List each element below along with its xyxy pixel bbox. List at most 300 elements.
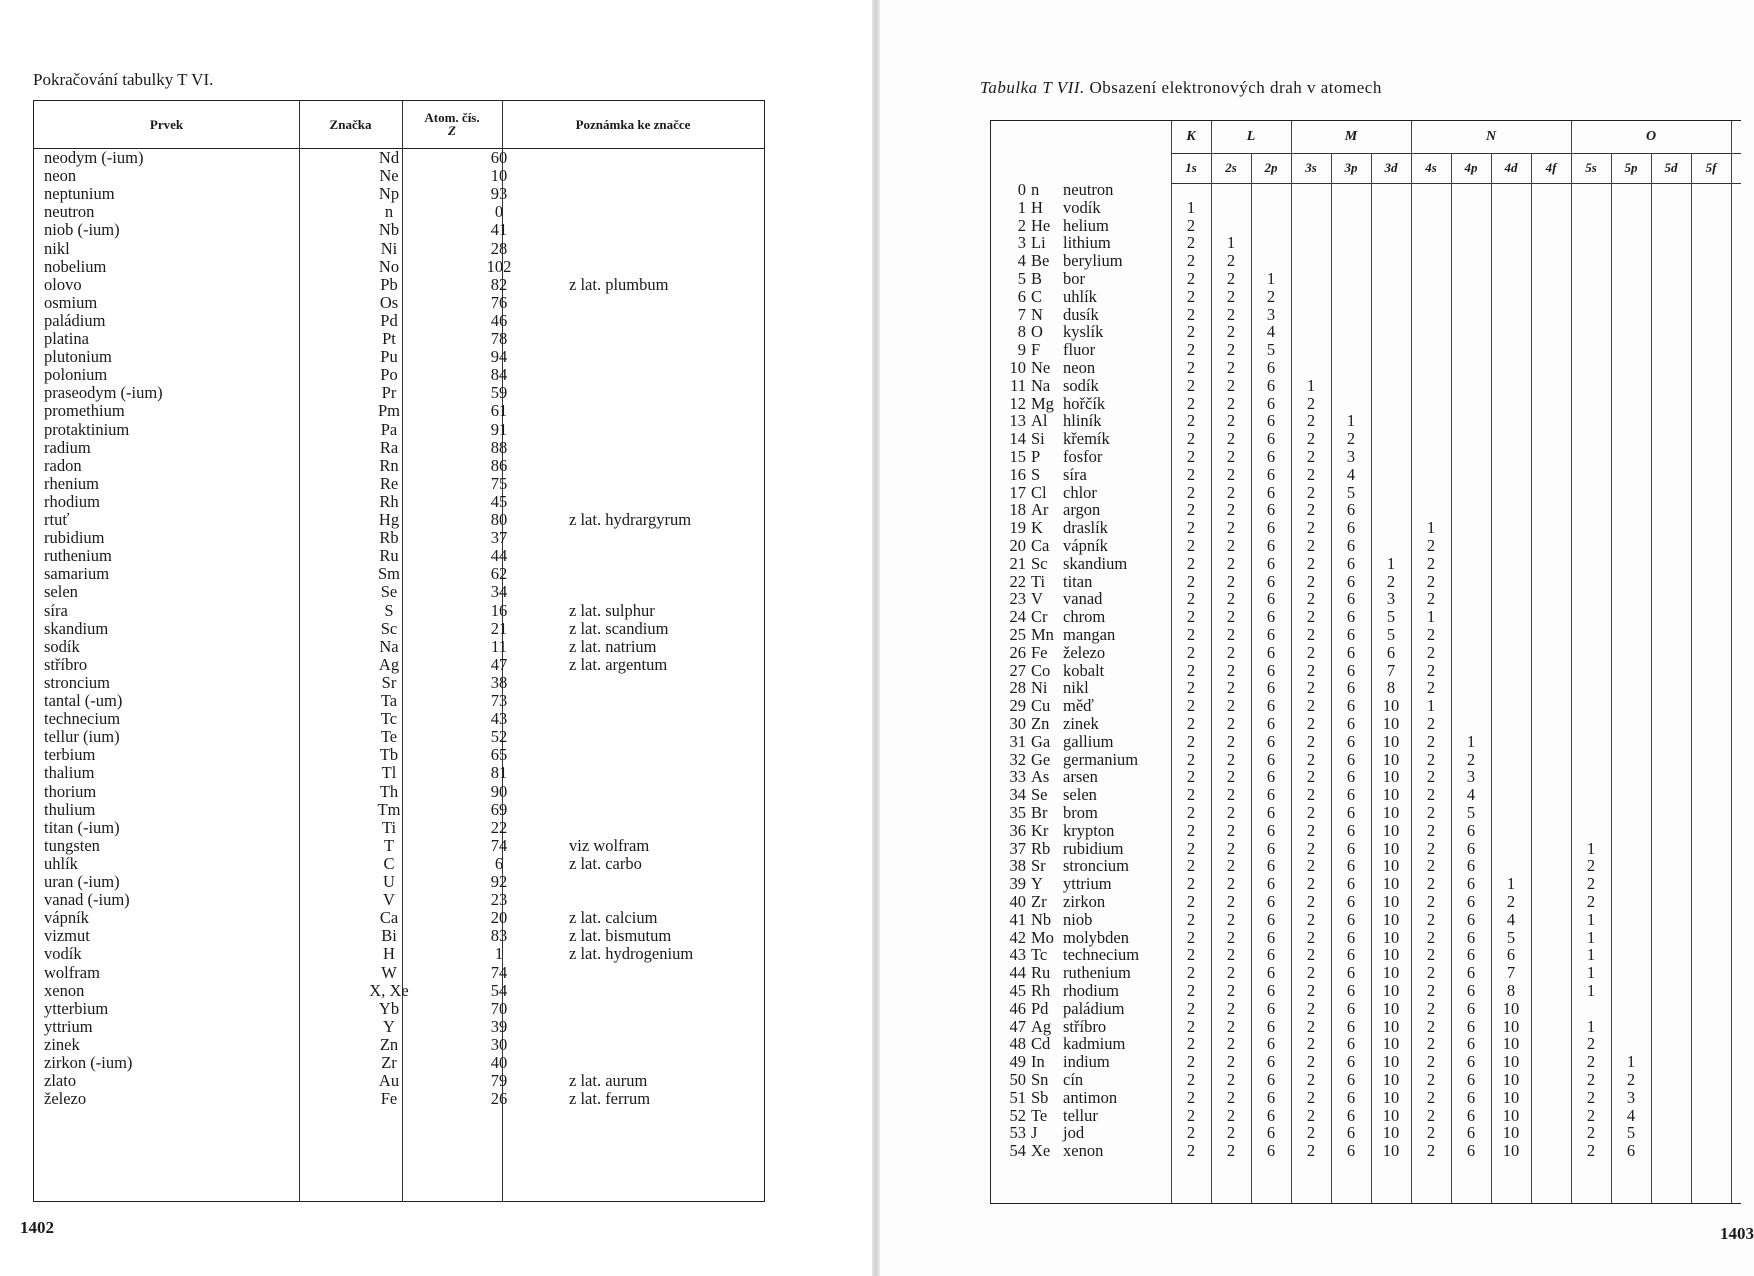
- table-row: [991, 946, 1741, 964]
- atomic-number: 31: [1009, 731, 1026, 751]
- atomic-number: 11: [1010, 375, 1026, 395]
- electron-count: 2: [1306, 998, 1316, 1018]
- electron-count: 2: [1186, 909, 1196, 929]
- element-symbol: S: [1031, 464, 1041, 484]
- electron-count: 6: [1266, 892, 1276, 911]
- electron-count: 2: [1306, 518, 1316, 538]
- electron-count: 1: [1586, 963, 1596, 983]
- atomic-number: 6: [1017, 286, 1026, 306]
- electron-count: 2: [1426, 945, 1436, 965]
- electron-count: 6: [1266, 909, 1276, 929]
- atomic-number: 37: [1009, 838, 1026, 858]
- atomic-number: 6: [494, 853, 504, 873]
- electron-count: 2: [1306, 500, 1316, 520]
- electron-count: 6: [1266, 375, 1276, 395]
- element-name: jod: [1063, 1123, 1085, 1143]
- atomic-number: 92: [490, 872, 508, 891]
- element-symbol: As: [1031, 767, 1050, 787]
- element-name: chlor: [1063, 482, 1097, 502]
- electron-count: 2: [1306, 963, 1316, 983]
- table-row: [34, 402, 764, 420]
- electron-count: 2: [1226, 464, 1236, 484]
- electron-count: 2: [1306, 874, 1316, 894]
- electron-count: 2: [1226, 927, 1236, 947]
- atomic-number: 15: [1009, 447, 1026, 466]
- electron-count: 6: [1466, 998, 1476, 1018]
- electron-count: 2: [1306, 625, 1316, 644]
- atomic-number: 36: [1009, 820, 1026, 840]
- electron-count: 10: [1382, 1141, 1400, 1161]
- electron-count: 2: [1586, 1070, 1596, 1089]
- table-row: [34, 1054, 764, 1072]
- electron-count: 2: [1226, 500, 1236, 520]
- electron-count: 2: [1306, 607, 1316, 627]
- atomic-number: 7: [1017, 304, 1026, 324]
- element-symbol: Nd: [378, 148, 400, 167]
- electron-count: 2: [1186, 233, 1196, 253]
- electron-count: 6: [1266, 678, 1276, 698]
- atomic-number: 30: [490, 1034, 508, 1054]
- element-name: stříbro: [1063, 1016, 1107, 1036]
- table-row: [34, 602, 764, 620]
- atomic-number: 90: [490, 781, 508, 801]
- atomic-number: 28: [1009, 678, 1026, 698]
- element-symbol: Se: [380, 582, 398, 602]
- subshell-header: 4d: [1504, 160, 1518, 175]
- table-row: [34, 1036, 764, 1054]
- table-row: [991, 751, 1741, 769]
- electron-count: 6: [1266, 500, 1276, 520]
- element-symbol: Zr: [1031, 892, 1047, 911]
- electron-count: 6: [1266, 589, 1276, 609]
- atomic-number: 54: [1009, 1141, 1026, 1161]
- element-name: praseodym (-ium): [44, 383, 163, 403]
- electron-count: 2: [1226, 1123, 1236, 1143]
- electron-count: 2: [1186, 607, 1196, 627]
- electron-count: 2: [1306, 731, 1316, 751]
- table-row: [991, 537, 1741, 555]
- table-row: [991, 1142, 1741, 1160]
- element-name: cín: [1063, 1070, 1084, 1089]
- element-name: technecium: [44, 709, 121, 729]
- atomic-number: 49: [1009, 1052, 1026, 1072]
- element-symbol: Pd: [380, 310, 398, 330]
- electron-count: 6: [1346, 749, 1356, 769]
- element-symbol: Na: [1031, 375, 1051, 395]
- atomic-number: 0: [1017, 180, 1026, 199]
- atomic-number: 29: [1009, 696, 1026, 716]
- right-page: [880, 0, 1754, 1276]
- electron-count: 10: [1382, 820, 1400, 840]
- element-name: stříbro: [44, 654, 88, 674]
- electron-count: 10: [1502, 1070, 1520, 1089]
- electron-shells-table: [990, 120, 1741, 1204]
- element-name: rtuť: [44, 510, 70, 529]
- element-name: síra: [1063, 464, 1087, 484]
- table-row: [34, 819, 764, 837]
- electron-count: 6: [1266, 820, 1276, 840]
- table-row: [991, 964, 1741, 982]
- table-row: [34, 457, 764, 475]
- electron-count: 6: [1266, 731, 1276, 751]
- electron-count: 2: [1226, 660, 1236, 680]
- electron-count: 2: [1226, 731, 1236, 751]
- element-symbol: Sb: [1031, 1087, 1049, 1107]
- left-page: [0, 0, 872, 1276]
- electron-count: 2: [1426, 874, 1436, 894]
- table-row: [991, 252, 1741, 270]
- electron-count: 6: [1346, 1087, 1356, 1107]
- element-name: neutron: [44, 202, 95, 222]
- table-row: [991, 875, 1741, 893]
- element-symbol: Co: [1031, 660, 1051, 680]
- table-row: [34, 801, 764, 819]
- electron-count: 2: [1226, 642, 1236, 662]
- subshell-header: 1s: [1185, 160, 1197, 175]
- electron-count: 2: [1186, 1087, 1196, 1107]
- electron-count: 2: [1186, 625, 1196, 644]
- electron-count: 2: [1226, 1034, 1236, 1054]
- electron-count: 6: [1346, 1034, 1356, 1054]
- element-name: fluor: [1063, 340, 1096, 360]
- electron-count: 2: [1186, 375, 1196, 395]
- electron-count: 6: [1346, 998, 1356, 1018]
- atomic-number: 73: [490, 691, 508, 710]
- electron-count: 6: [1346, 856, 1356, 876]
- electron-count: 6: [1266, 981, 1276, 1000]
- electron-count: 2: [1226, 625, 1236, 644]
- table-row: [34, 167, 764, 185]
- subshell-header: 2p: [1264, 160, 1278, 175]
- element-name: uhlík: [44, 853, 78, 873]
- electron-count: 3: [1266, 304, 1276, 324]
- element-symbol: Th: [379, 781, 399, 801]
- electron-count: 10: [1382, 927, 1400, 947]
- electron-count: 2: [1426, 1034, 1436, 1054]
- electron-count: 2: [1306, 447, 1316, 466]
- electron-count: 10: [1382, 963, 1400, 983]
- atomic-number: 34: [490, 582, 508, 602]
- atomic-number: 21: [1009, 553, 1026, 573]
- atomic-number: 22: [1009, 571, 1026, 591]
- electron-count: 2: [1226, 304, 1236, 324]
- electron-count: 2: [1306, 1141, 1316, 1161]
- atomic-number: 93: [490, 184, 508, 204]
- electron-count: 2: [1186, 482, 1196, 502]
- electron-count: 2: [1226, 518, 1236, 538]
- shell-header: N: [1485, 129, 1497, 144]
- atomic-number: 34: [1009, 785, 1026, 805]
- electron-count: 6: [1346, 553, 1356, 573]
- electron-count: 6: [1346, 874, 1356, 894]
- electron-count: 2: [1186, 874, 1196, 894]
- element-symbol: C: [383, 853, 395, 873]
- element-name: zlato: [44, 1071, 77, 1091]
- electron-count: 1: [1266, 269, 1276, 288]
- electron-count: 2: [1306, 749, 1316, 769]
- electron-count: 2: [1226, 269, 1236, 288]
- atomic-number: 82: [490, 274, 508, 294]
- element-symbol: Cl: [1031, 482, 1047, 502]
- electron-count: 2: [1186, 518, 1196, 538]
- atomic-number: 13: [1009, 411, 1026, 431]
- symbol-note: z lat. hydrogenium: [569, 944, 694, 964]
- electron-count: 2: [1186, 1123, 1196, 1143]
- electron-count: 2: [1186, 731, 1196, 751]
- table-row: [34, 221, 764, 239]
- table-row: [991, 822, 1741, 840]
- header-note: Poznámka ke značce: [575, 116, 691, 132]
- electron-count: 6: [1346, 500, 1356, 520]
- electron-count: 3: [1346, 447, 1356, 466]
- electron-count: 2: [1226, 714, 1236, 733]
- symbol-note: z lat. sulphur: [569, 600, 655, 620]
- electron-count: 2: [1186, 803, 1196, 822]
- electron-count: 6: [1346, 589, 1356, 609]
- atomic-number: 30: [1009, 714, 1026, 733]
- atomic-number: 38: [1009, 856, 1026, 876]
- element-symbol: Tl: [381, 763, 397, 783]
- electron-count: 10: [1382, 731, 1400, 751]
- table-row: [991, 181, 1741, 199]
- electron-count: 2: [1426, 625, 1436, 644]
- atomic-number: 20: [490, 908, 508, 928]
- element-name: polonium: [44, 365, 108, 385]
- atomic-number: 79: [490, 1071, 508, 1091]
- electron-count: 2: [1226, 909, 1236, 929]
- table-row: [34, 421, 764, 439]
- element-symbol: Ru: [379, 546, 399, 566]
- element-symbol: Cd: [1031, 1034, 1051, 1054]
- element-name: rhodium: [1063, 981, 1119, 1000]
- electron-count: 6: [1266, 1016, 1276, 1036]
- electron-count: 2: [1386, 571, 1396, 591]
- atomic-number: 46: [1009, 998, 1026, 1018]
- electron-count: 2: [1306, 767, 1316, 787]
- element-symbol: Al: [1031, 411, 1048, 431]
- electron-count: 10: [1502, 1105, 1520, 1125]
- element-name: skandium: [1063, 553, 1128, 573]
- element-symbol: Be: [1031, 251, 1050, 271]
- atomic-number: 22: [490, 817, 508, 837]
- element-name: platina: [44, 329, 89, 348]
- electron-count: 6: [1466, 1052, 1476, 1072]
- electron-count: 2: [1226, 767, 1236, 787]
- table-row: [991, 911, 1741, 929]
- element-name: osmium: [44, 292, 98, 312]
- electron-count: 2: [1226, 393, 1236, 413]
- element-symbol: Tb: [379, 745, 399, 765]
- element-name: vápník: [1063, 536, 1108, 555]
- atomic-number: 94: [490, 347, 508, 367]
- electron-count: 6: [1266, 1087, 1276, 1107]
- electron-count: 2: [1346, 429, 1356, 449]
- atomic-number: 17: [1009, 482, 1026, 502]
- electron-count: 2: [1226, 536, 1236, 555]
- electron-count: 1: [1426, 696, 1436, 716]
- atomic-number: 53: [1009, 1123, 1026, 1143]
- atomic-number: 47: [490, 654, 508, 674]
- electron-count: 2: [1306, 714, 1316, 733]
- electron-count: 6: [1346, 1141, 1356, 1161]
- atomic-number: 76: [490, 292, 508, 312]
- element-symbol: Sr: [1031, 856, 1046, 876]
- atomic-number: 16: [1009, 464, 1026, 484]
- electron-count: 4: [1506, 909, 1516, 929]
- electron-count: 2: [1426, 571, 1436, 591]
- element-name: stroncium: [44, 672, 110, 692]
- element-symbol: Ni: [1031, 678, 1048, 698]
- electron-count: 6: [1346, 785, 1356, 805]
- element-symbol: Rh: [1031, 981, 1051, 1000]
- subshell-header: 3p: [1344, 160, 1358, 175]
- element-symbol: Y: [1031, 874, 1043, 894]
- electron-count: 6: [1266, 998, 1276, 1018]
- electron-count: 10: [1382, 909, 1400, 929]
- electron-count: 2: [1226, 892, 1236, 911]
- element-symbol: Ca: [379, 908, 399, 928]
- table-row: [991, 733, 1741, 751]
- electron-count: 2: [1186, 856, 1196, 876]
- atomic-number: 86: [490, 455, 508, 475]
- element-name: ytterbium: [44, 998, 109, 1018]
- element-symbol: Bi: [381, 926, 397, 946]
- electron-count: 2: [1186, 1141, 1196, 1161]
- element-name: plutonium: [44, 347, 112, 367]
- atomic-number: 70: [490, 998, 508, 1018]
- electron-count: 2: [1186, 1070, 1196, 1089]
- element-name: kobalt: [1063, 660, 1105, 680]
- electron-count: 2: [1186, 464, 1196, 484]
- electron-count: 6: [1266, 429, 1276, 449]
- electron-count: 6: [1346, 963, 1356, 983]
- element-symbol: Tm: [377, 799, 401, 819]
- electron-count: 6: [1346, 625, 1356, 644]
- element-symbol: Tc: [380, 709, 398, 729]
- electron-count: 10: [1382, 838, 1400, 858]
- element-symbol: Zn: [1031, 714, 1050, 733]
- atomic-number: 59: [490, 383, 508, 403]
- electron-count: 6: [1466, 892, 1476, 911]
- atomic-number: 0: [494, 202, 504, 222]
- table-row: [991, 893, 1741, 911]
- electron-count: 5: [1346, 482, 1356, 502]
- electron-count: 6: [1266, 358, 1276, 377]
- electron-count: 6: [1466, 963, 1476, 983]
- table-row: [991, 234, 1741, 252]
- table-row: [991, 270, 1741, 288]
- electron-count: 6: [1266, 1052, 1276, 1072]
- book-gutter: [872, 0, 880, 1276]
- element-name: dusík: [1063, 304, 1099, 324]
- electron-count: 2: [1226, 340, 1236, 360]
- element-name: rubidium: [44, 528, 105, 548]
- atomic-number: 14: [1009, 429, 1026, 449]
- electron-count: 6: [1466, 1105, 1476, 1125]
- electron-count: 10: [1382, 1087, 1400, 1107]
- table-row: [34, 783, 764, 801]
- element-symbol: Rn: [379, 455, 399, 475]
- table-row: [34, 258, 764, 276]
- element-symbol: Se: [1031, 785, 1048, 805]
- electron-count: 6: [1266, 963, 1276, 983]
- element-name: promethium: [44, 401, 125, 421]
- electron-count: 2: [1306, 1087, 1316, 1107]
- electron-count: 10: [1382, 874, 1400, 894]
- electron-count: 6: [1346, 714, 1356, 733]
- atomic-number: 11: [491, 636, 507, 656]
- table-row: [991, 590, 1741, 608]
- atomic-number: 47: [1009, 1016, 1026, 1036]
- electron-count: 6: [1266, 749, 1276, 769]
- electron-count: 2: [1306, 1123, 1316, 1143]
- element-symbol: Pd: [1031, 998, 1049, 1018]
- element-symbol: He: [1031, 215, 1051, 235]
- subshell-header: 3s: [1305, 160, 1317, 175]
- table-row: [34, 348, 764, 366]
- electron-count: 2: [1306, 785, 1316, 805]
- electron-count: 2: [1186, 749, 1196, 769]
- electron-count: 2: [1226, 607, 1236, 627]
- element-symbol: Ag: [1031, 1016, 1052, 1036]
- electron-count: 6: [1466, 1034, 1476, 1054]
- electron-count: 2: [1426, 963, 1436, 983]
- element-symbol: n: [384, 202, 394, 222]
- element-symbol: Tc: [1031, 945, 1048, 965]
- atomic-number: 4: [1017, 251, 1026, 271]
- table-row: [34, 439, 764, 457]
- electron-count: 1: [1586, 945, 1596, 965]
- atomic-number: 42: [1009, 927, 1026, 947]
- table-row: [991, 786, 1741, 804]
- electron-count: 6: [1346, 536, 1356, 555]
- table-row: [34, 746, 764, 764]
- table-row: [34, 384, 764, 402]
- electron-count: 6: [1266, 1105, 1276, 1125]
- table-row: [34, 710, 764, 728]
- atomic-number: 2: [1017, 215, 1026, 235]
- electron-count: 1: [1626, 1052, 1636, 1072]
- element-symbol: Ca: [1031, 536, 1050, 555]
- element-symbol: Te: [380, 727, 398, 747]
- electron-count: 1: [1426, 607, 1436, 627]
- atomic-number: 10: [1009, 358, 1026, 377]
- page-number: 1402: [20, 1218, 54, 1237]
- element-name: argon: [1063, 500, 1101, 520]
- electron-count: 2: [1226, 429, 1236, 449]
- atomic-number: 16: [490, 600, 508, 620]
- element-name: skandium: [44, 618, 109, 638]
- electron-count: 2: [1466, 749, 1476, 769]
- table-row: [34, 873, 764, 891]
- table-row: [34, 547, 764, 565]
- element-name: neptunium: [44, 184, 115, 204]
- element-symbol: Yb: [378, 998, 400, 1018]
- electron-count: 2: [1186, 892, 1196, 911]
- electron-count: 2: [1226, 963, 1236, 983]
- element-name: sodík: [44, 636, 80, 656]
- electron-count: 2: [1186, 1105, 1196, 1125]
- electron-count: 6: [1466, 927, 1476, 947]
- element-symbol: Re: [379, 473, 399, 493]
- electron-count: 1: [1186, 197, 1196, 217]
- electron-count: 2: [1226, 678, 1236, 698]
- element-symbol: Ti: [1031, 571, 1046, 591]
- element-name: yttrium: [44, 1016, 93, 1036]
- electron-count: 2: [1186, 447, 1196, 466]
- table-row: [34, 583, 764, 601]
- table-row: [991, 1000, 1741, 1018]
